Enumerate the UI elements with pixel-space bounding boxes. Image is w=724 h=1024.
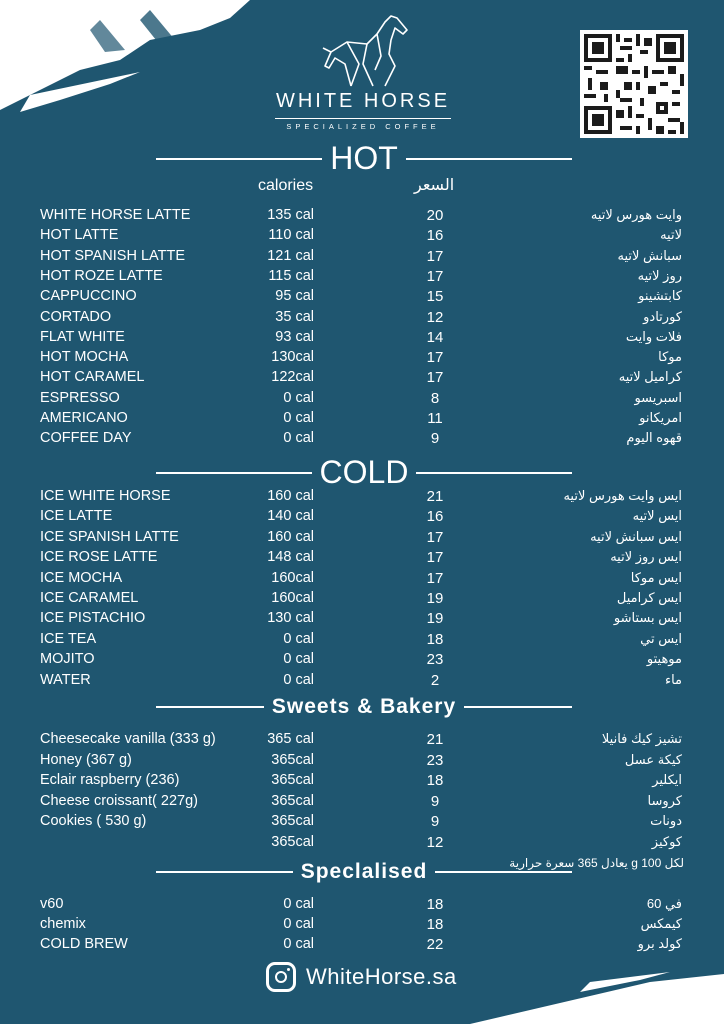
brush-stroke-top-left — [0, 0, 260, 120]
item-name-en: Cookies ( 530 g) — [40, 813, 147, 829]
item-name-en: ICE CARAMEL — [40, 590, 139, 606]
item-name-ar: موكا — [658, 349, 682, 365]
menu-row — [0, 834, 724, 854]
item-name-ar: دونات — [650, 813, 682, 828]
brush-stroke-bottom-right — [470, 968, 724, 1024]
item-price: 17 — [426, 247, 444, 265]
item-price: 16 — [426, 508, 444, 526]
item-name-en: Cheese croissant( 227g) — [40, 792, 198, 809]
item-name-ar: كابتشينو — [638, 288, 682, 304]
item-name-ar: ماء — [664, 671, 682, 687]
item-name-ar: ايس وايت هورس لاتيه — [563, 488, 682, 503]
brand-name: WHITE HORSE — [275, 90, 451, 112]
menu-row — [0, 570, 724, 590]
item-name-ar: موهيتو — [646, 651, 682, 667]
item-name-en: Eclair raspberry (236) — [40, 772, 180, 788]
item-price: 23 — [426, 751, 444, 769]
item-name-ar: كيمكس — [640, 916, 682, 931]
menu-row — [0, 731, 724, 751]
item-name-ar: سبانش لاتيه — [617, 247, 682, 263]
item-name-en: ICE SPANISH LATTE — [40, 528, 179, 545]
item-name-en: ICE ROSE LATTE — [40, 549, 158, 566]
item-name-en: WATER — [40, 671, 91, 688]
item-calories: 140 cal — [267, 508, 314, 525]
instagram-icon[interactable] — [266, 962, 296, 992]
section-title-specialised: Speclalised — [300, 860, 428, 883]
item-name-en: ESPRESSO — [40, 389, 120, 406]
item-name-ar: امريكانو — [639, 410, 682, 425]
item-name-en: COFFEE DAY — [40, 430, 132, 447]
section-header-specialised — [156, 860, 572, 884]
item-calories: 365 cal — [267, 731, 314, 747]
item-calories: 365cal — [271, 813, 314, 829]
menu-row — [0, 369, 724, 389]
menu-row — [0, 329, 724, 349]
item-calories: 365cal — [271, 792, 314, 809]
section-header-sweets — [156, 695, 572, 719]
menu-row — [0, 631, 724, 651]
item-calories: 0 cal — [283, 896, 314, 912]
item-name-en: ICE TEA — [40, 630, 97, 647]
item-calories: 0 cal — [283, 651, 314, 668]
item-name-ar: كروسا — [647, 792, 682, 808]
item-price: 12 — [426, 308, 444, 326]
menu-row — [0, 590, 724, 610]
item-calories: 0 cal — [283, 936, 314, 952]
menu-row — [0, 793, 724, 813]
item-calories: 115 cal — [268, 267, 314, 284]
item-name-ar: ايس تي — [640, 630, 682, 646]
item-name-ar: ايس موكا — [630, 569, 682, 585]
menu-row — [0, 752, 724, 772]
item-name-en: Cheesecake vanilla (333 g) — [40, 731, 216, 747]
item-name-ar: كوكيز — [651, 833, 682, 849]
item-calories: 160 cal — [267, 488, 314, 504]
item-price: 18 — [426, 772, 444, 789]
item-name-ar: اسبريسو — [634, 389, 682, 405]
section-title-cold: COLD — [319, 454, 409, 490]
item-calories: 365cal — [271, 772, 314, 788]
menu-row — [0, 430, 724, 450]
item-name-en: HOT SPANISH LATTE — [40, 247, 186, 264]
menu-row — [0, 349, 724, 369]
item-name-ar: ايس بستاشو — [613, 610, 682, 626]
item-name-en: ICE MOCHA — [40, 569, 123, 586]
item-name-ar: ايس روز لاتيه — [610, 549, 682, 565]
item-name-ar: ايس لاتيه — [632, 508, 682, 524]
menu-row — [0, 207, 724, 227]
item-name-en: CAPPUCCINO — [40, 288, 137, 305]
item-name-ar: فلات وايت — [625, 328, 682, 344]
item-name-en: WHITE HORSE LATTE — [40, 207, 191, 223]
menu-row — [0, 227, 724, 247]
menu-row — [0, 651, 724, 671]
instagram-handle[interactable]: WhiteHorse.sa — [306, 964, 457, 989]
item-name-en: MOJITO — [40, 651, 95, 668]
item-price: 14 — [426, 328, 444, 346]
price-column-label: السعر — [414, 177, 455, 194]
item-name-en: v60 — [40, 896, 64, 912]
menu-row — [0, 488, 724, 508]
menu-row — [0, 529, 724, 549]
item-name-en: HOT MOCHA — [40, 349, 129, 366]
item-calories: 0 cal — [283, 410, 314, 426]
item-price: 23 — [426, 651, 444, 669]
item-price: 17 — [426, 569, 444, 587]
item-calories: 35 cal — [275, 308, 314, 325]
item-price: 18 — [426, 630, 444, 648]
item-name-ar: كورتادو — [643, 308, 682, 324]
item-price: 20 — [426, 207, 444, 224]
menu-row — [0, 248, 724, 268]
item-name-en: ICE LATTE — [40, 508, 113, 525]
item-name-ar: ايكلير — [652, 772, 682, 787]
item-price: 19 — [426, 590, 444, 607]
item-calories: 110 cal — [268, 227, 314, 244]
item-price: 17 — [426, 528, 444, 546]
item-price: 16 — [426, 227, 444, 245]
item-name-ar: وايت هورس لاتيه — [590, 207, 682, 222]
qr-code-icon — [580, 30, 688, 138]
menu-row — [0, 508, 724, 528]
item-calories: 130cal — [271, 349, 314, 366]
item-calories: 0 cal — [283, 671, 314, 688]
item-name-ar: كولد برو — [637, 936, 682, 951]
section-header-cold — [156, 454, 572, 491]
item-price: 17 — [426, 369, 444, 387]
item-price: 18 — [426, 896, 444, 913]
brand-logo — [268, 12, 458, 131]
item-calories: 95 cal — [275, 288, 314, 305]
menu-row — [0, 288, 724, 308]
horse-outline-icon — [311, 12, 415, 88]
menu-row — [0, 610, 724, 630]
item-name-en: ICE PISTACHIO — [40, 610, 146, 627]
section-title-hot: HOT — [330, 140, 398, 176]
footer-social[interactable] — [266, 962, 457, 992]
item-calories: 93 cal — [275, 328, 314, 345]
item-price: 11 — [427, 410, 443, 427]
item-calories: 130 cal — [267, 610, 314, 627]
item-price: 22 — [426, 936, 444, 953]
item-price: 9 — [430, 430, 440, 448]
item-name-en: COLD BREW — [40, 936, 128, 952]
item-name-en: CORTADO — [40, 308, 112, 325]
item-calories: 160cal — [271, 590, 314, 606]
menu-row — [0, 896, 724, 916]
item-calories: 121 cal — [267, 247, 314, 264]
item-price: 19 — [426, 610, 444, 628]
menu-row — [0, 813, 724, 833]
section-title-sweets: Sweets & Bakery — [271, 695, 457, 718]
item-name-en: Honey (367 g) — [40, 751, 132, 768]
item-price: 9 — [430, 792, 440, 810]
item-name-en: HOT ROZE LATTE — [40, 267, 163, 284]
menu-row — [0, 936, 724, 956]
item-price: 12 — [426, 833, 444, 851]
item-calories: 135 cal — [267, 207, 314, 223]
item-name-ar: كراميل لاتيه — [618, 369, 682, 385]
menu-row — [0, 309, 724, 329]
item-calories: 365cal — [271, 751, 314, 768]
item-price: 2 — [430, 671, 440, 689]
item-calories: 160 cal — [267, 528, 314, 545]
item-calories: 122cal — [271, 369, 314, 386]
item-name-en: AMERICANO — [40, 410, 128, 426]
item-calories: 365cal — [271, 833, 314, 850]
item-name-ar: ايس كراميل — [616, 590, 682, 605]
menu-row — [0, 672, 724, 692]
item-name-ar: روز لاتيه — [637, 267, 682, 283]
menu-row — [0, 549, 724, 569]
item-price: 17 — [426, 549, 444, 567]
item-price: 21 — [426, 731, 444, 748]
brand-subtitle: SPECIALIZED COFFEE — [275, 118, 451, 131]
item-price: 18 — [426, 916, 444, 933]
item-name-ar: لاتيه — [660, 227, 682, 243]
menu-row — [0, 390, 724, 410]
menu-row — [0, 916, 724, 936]
item-name-en: ICE WHITE HORSE — [40, 488, 171, 504]
item-price: 21 — [426, 488, 444, 505]
item-name-ar: كيكة عسل — [624, 751, 682, 767]
menu-row — [0, 410, 724, 430]
item-calories: 0 cal — [283, 389, 314, 406]
item-name-en: HOT LATTE — [40, 227, 119, 244]
menu-row — [0, 268, 724, 288]
item-calories: 148 cal — [267, 549, 314, 566]
item-calories: 0 cal — [283, 630, 314, 647]
item-calories: 0 cal — [283, 430, 314, 447]
item-price: 17 — [426, 349, 444, 367]
menu-row — [0, 772, 724, 792]
item-name-en: HOT CARAMEL — [40, 369, 145, 386]
section-header-hot — [156, 140, 572, 177]
item-name-en: chemix — [40, 916, 86, 932]
item-calories: 160cal — [271, 569, 314, 586]
item-name-ar: ايس سبانش لاتيه — [590, 528, 682, 544]
item-name-en: FLAT WHITE — [40, 328, 125, 345]
calorie-note: لكل 100 g يعادل 365 سعرة حرارية — [509, 856, 684, 870]
item-name-ar: قهوه اليوم — [626, 430, 682, 446]
item-price: 9 — [430, 813, 440, 830]
calories-column-label: calories — [258, 177, 314, 194]
item-calories: 0 cal — [283, 916, 314, 932]
item-price: 8 — [430, 389, 440, 407]
item-price: 15 — [426, 288, 444, 306]
item-name-ar: في 60 — [646, 896, 682, 911]
item-price: 17 — [426, 267, 444, 285]
item-name-ar: تشيز كيك فانيلا — [601, 731, 682, 746]
